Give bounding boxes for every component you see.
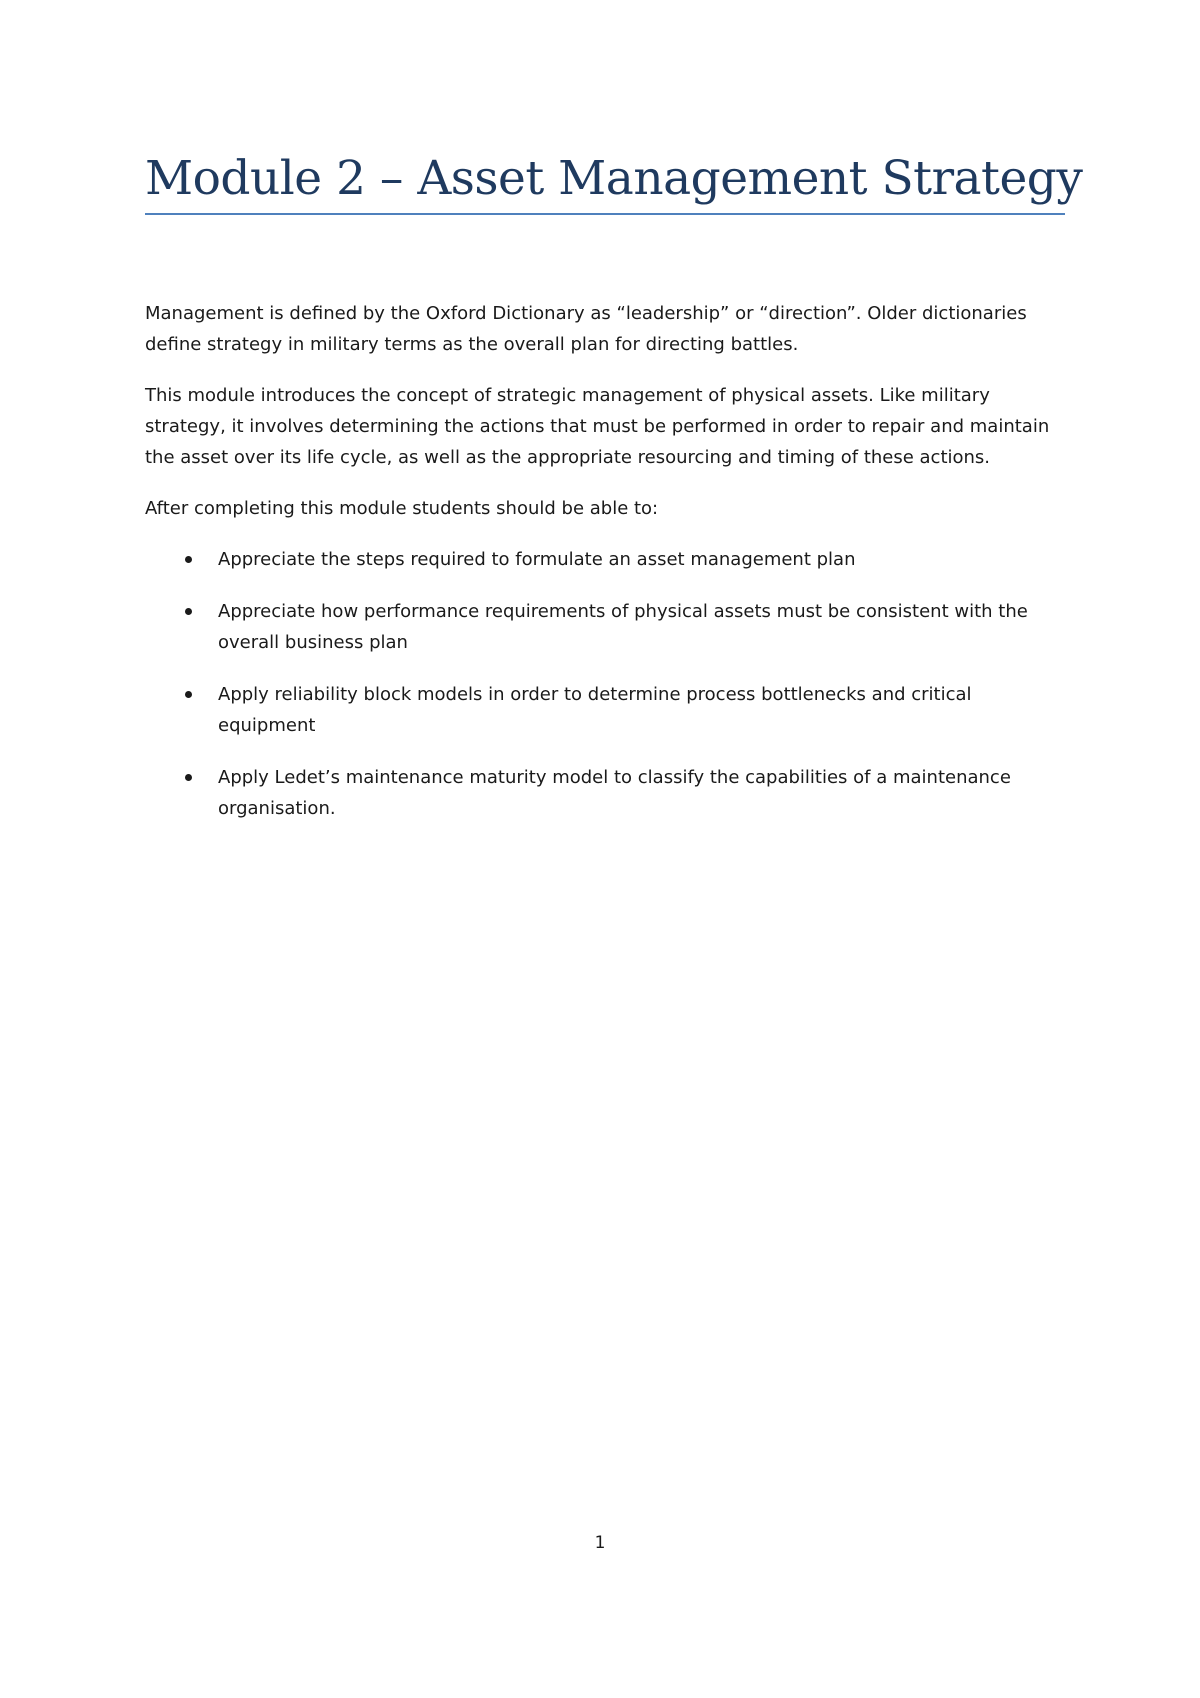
title-block bbox=[145, 145, 1083, 215]
body-content bbox=[145, 298, 1065, 845]
list-item bbox=[145, 544, 1065, 575]
objective-text: Appreciate the steps required to formulate an asset management plan bbox=[218, 549, 856, 570]
module-description-paragraph: This module introduces the concept of strategic management of physical assets. Like military strategy, it involves determining the actions that must be performed in order to repair and maintain the asset over its life cycle, as well as the appropriate resourcing and timing of these actions. bbox=[145, 385, 1050, 468]
intro-paragraph: Management is defined by the Oxford Dictionary as “leadership” or “direction”. Older dictionaries define strategy in military terms as the overall plan for directing battles. bbox=[145, 303, 1027, 355]
objective-text: Appreciate how performance requirements of physical assets must be consistent with the overall business plan bbox=[218, 601, 1028, 653]
objectives-intro-paragraph: After completing this module students should be able to: bbox=[145, 498, 659, 519]
objective-text: Apply reliability block models in order to determine process bottlenecks and critical equipment bbox=[218, 684, 972, 736]
page-number: 1 bbox=[594, 1533, 606, 1553]
title-underline bbox=[145, 213, 1065, 215]
list-item bbox=[145, 679, 1065, 741]
bullet-icon bbox=[185, 556, 192, 563]
learning-objectives-list bbox=[145, 544, 1065, 824]
list-item bbox=[145, 762, 1065, 824]
bullet-icon bbox=[185, 774, 192, 781]
bullet-icon bbox=[185, 608, 192, 615]
list-item bbox=[145, 596, 1065, 658]
bullet-icon bbox=[185, 691, 192, 698]
page-title: Module 2 – Asset Management Strategy bbox=[145, 151, 1083, 206]
objective-text: Apply Ledet’s maintenance maturity model to classify the capabilities of a maintenance organisation. bbox=[218, 767, 1011, 819]
